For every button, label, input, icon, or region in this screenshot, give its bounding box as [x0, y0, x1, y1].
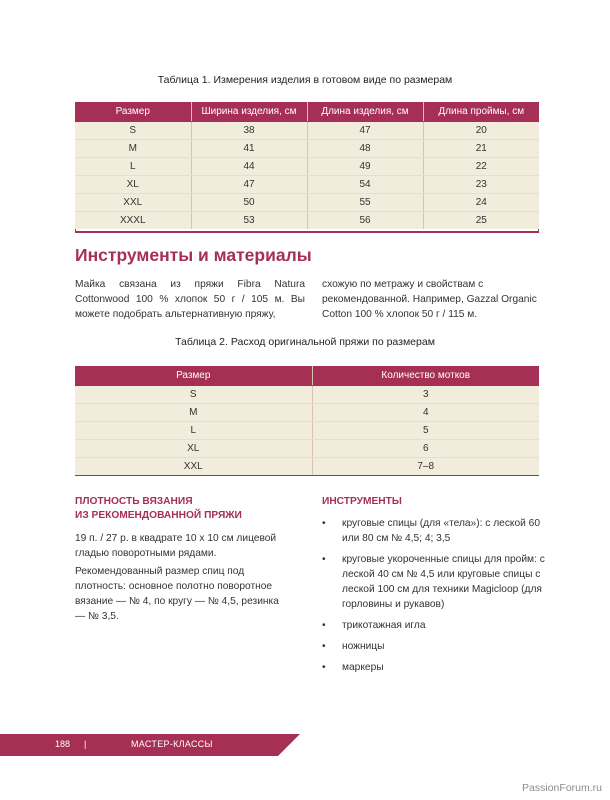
table-cell: 41 [191, 139, 307, 157]
table-cell: S [75, 121, 191, 139]
table-cell: 4 [312, 403, 539, 421]
table-cell: 24 [423, 193, 539, 211]
column-header: Длина изделия, см [307, 102, 423, 121]
table-cell: 47 [307, 121, 423, 139]
table-row [75, 121, 539, 139]
page-number: 188 [55, 739, 71, 749]
footer-section-label: МАСТЕР-КЛАССЫ [131, 739, 213, 749]
table-cell: L [75, 421, 312, 439]
table-cell: L [75, 157, 191, 175]
list-item [322, 552, 547, 612]
watermark: PassionForum.ru [522, 782, 602, 794]
table-row [75, 385, 539, 403]
table-cell: 49 [307, 157, 423, 175]
footer-separator: | [84, 739, 87, 749]
table-cell: 20 [423, 121, 539, 139]
list-item [322, 618, 547, 633]
table2-caption: Таблица 2. Расход оригинальной пряжи по размерам [175, 336, 435, 348]
table-row [75, 403, 539, 421]
column-header: Размер [75, 102, 191, 121]
table-cell: 44 [191, 157, 307, 175]
bullet-icon: • [322, 641, 326, 652]
bullet-icon: • [322, 620, 326, 631]
table-cell: XL [75, 175, 191, 193]
list-item-text: ножницы [342, 641, 385, 652]
bullet-icon: • [322, 554, 326, 565]
gauge-paragraph-1: 19 п. / 27 р. в квадрате 10 х 10 см лицевой гладью поворотными рядами. [75, 533, 277, 559]
table-cell: 6 [312, 439, 539, 457]
table-cell: 23 [423, 175, 539, 193]
section-title: Инструменты и материалы [75, 245, 312, 265]
measurements-table [75, 102, 539, 229]
list-item-text: круговые укороченные спицы для пройм: с леской 40 см № 4,5 или круговые спицы с леской 100 см для техники Magicloop (для горловины и рукавов) [342, 554, 545, 610]
table-cell: 7–8 [312, 457, 539, 475]
table-cell: 22 [423, 157, 539, 175]
table-row [75, 439, 539, 457]
table-cell: XXXL [75, 211, 191, 229]
table-cell: 50 [191, 193, 307, 211]
tools-list [322, 516, 547, 681]
tools-heading: ИНСТРУМЕНТЫ [322, 496, 402, 507]
list-item [322, 660, 547, 675]
table-cell: 47 [191, 175, 307, 193]
table-cell: 56 [307, 211, 423, 229]
list-item-text: маркеры [342, 662, 384, 673]
gauge-heading [75, 495, 242, 523]
intro-text-left: Майка связана из пряжи Fibra Natura Cottonwood 100 % хлопок 50 г / 105 м. Вы можете подобрать альтернативную пряжу, [75, 279, 305, 320]
gauge-paragraph-2: Рекомендованный размер спиц под плотность: основное полотно поворотное вязание — № 4, по кругу — № 4,5, резинка — № 3,5. [75, 566, 279, 622]
table-row [75, 139, 539, 157]
column-header: Длина проймы, см [423, 102, 539, 121]
table-cell: 3 [312, 385, 539, 403]
table-row [75, 193, 539, 211]
table-row [75, 457, 539, 475]
table1-caption: Таблица 1. Измерения изделия в готовом виде по размерам [157, 74, 453, 86]
intro-text-right: схожую по метражу и свойствам с рекомендованной. Например, Gazzal Organic Cotton 100 % хлопок 50 г / 115 м. [322, 279, 537, 320]
list-item-text: трикотажная игла [342, 620, 426, 631]
column-header: Количество мотков [312, 366, 539, 385]
yarn-consumption-table [75, 366, 539, 475]
list-item-text: круговые спицы (для «тела»): с леской 60 или 80 см № 4,5; 4; 3,5 [342, 518, 540, 544]
table-cell: 55 [307, 193, 423, 211]
gauge-heading-line2: ИЗ РЕКОМЕНДОВАННОЙ ПРЯЖИ [75, 510, 242, 521]
list-item [322, 639, 547, 654]
table-cell: 54 [307, 175, 423, 193]
table-cell: M [75, 139, 191, 157]
list-item [322, 516, 547, 546]
table-cell: 38 [191, 121, 307, 139]
column-header: Ширина изделия, см [191, 102, 307, 121]
gauge-heading-line1: ПЛОТНОСТЬ ВЯЗАНИЯ [75, 496, 193, 507]
table-cell: S [75, 385, 312, 403]
table-cell: 53 [191, 211, 307, 229]
table-cell: XL [75, 439, 312, 457]
bullet-icon: • [322, 662, 326, 673]
table-cell: 25 [423, 211, 539, 229]
table-cell: M [75, 403, 312, 421]
table-row [75, 175, 539, 193]
table-row [75, 421, 539, 439]
table-cell: 48 [307, 139, 423, 157]
table-cell: 21 [423, 139, 539, 157]
table-cell: XXL [75, 457, 312, 475]
table-cell: XXL [75, 193, 191, 211]
bullet-icon: • [322, 518, 326, 529]
table-row [75, 157, 539, 175]
table-cell: 5 [312, 421, 539, 439]
table-row [75, 211, 539, 229]
column-header: Размер [75, 366, 312, 385]
